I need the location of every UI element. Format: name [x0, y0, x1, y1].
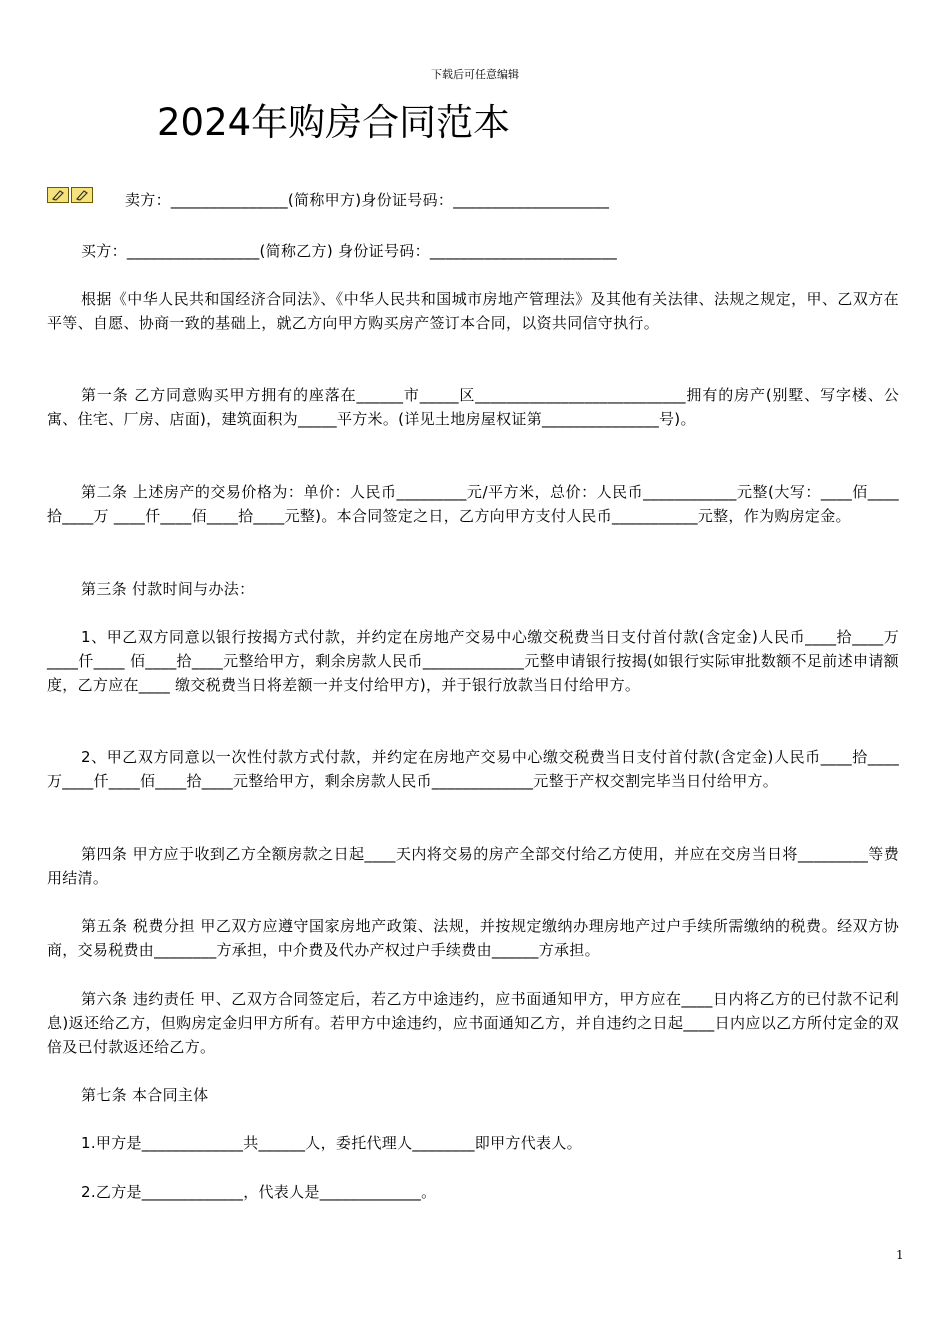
article-3-clause-2: 2、甲乙双方同意以一次性付款方式付款，并约定在房地产交易中心缴交税费当日支付首付款(含定金)人民币____拾____万____仟____佰____拾____元整给甲方，剩余房款人民币_____________元整于产权交割完毕当日付给甲方。 — [47, 748, 899, 790]
buyer-line: 买方：_________________(简称乙方) 身份证号码：________________________ — [81, 242, 618, 260]
article-1-paragraph: 第一条 乙方同意购买甲方拥有的座落在______市_____区___________________________拥有的房产(别墅、写字楼、公寓、住宅、厂房、店面)，建筑面积为_____平方米。(详见土地房屋权证第_______________号)。 — [47, 386, 899, 428]
article-7-item-1: 1.甲方是_____________共______人，委托代理人________即甲方代表人。 — [81, 1134, 582, 1152]
preamble-paragraph: 根据《中华人民共和国经济合同法》、《中华人民共和国城市房地产管理法》及其他有关法律、法规之规定，甲、乙双方在平等、自愿、协商一致的基础上，就乙方向甲方购买房产签订本合同，以资共同信守执行。 — [47, 290, 899, 332]
document-edit-icon[interactable] — [71, 187, 93, 203]
toolbar-icons — [47, 187, 93, 203]
article-4-paragraph: 第四条 甲方应于收到乙方全额房款之日起____天内将交易的房产全部交付给乙方使用，并应在交房当日将_________等费用结清。 — [47, 845, 899, 887]
article-7-heading: 第七条 本合同主体 — [81, 1086, 209, 1104]
article-3-heading: 第三条 付款时间与办法： — [81, 580, 255, 598]
article-2-paragraph: 第二条 上述房产的交易价格为：单价：人民币_________元/平方米，总价：人民币____________元整(大写：____佰____拾____万 ____仟____佰____拾____元整)。本合同签定之日，乙方向甲方支付人民币___________元整，作为购房定金。 — [47, 483, 899, 525]
document-edit-icon[interactable] — [47, 187, 69, 203]
article-3-clause-1: 1、甲乙双方同意以银行按揭方式付款，并约定在房地产交易中心缴交税费当日支付首付款(含定金)人民币____拾____万____仟____ 佰____拾____元整给甲方，剩余房款人民币_____________元整申请银行按揭(如银行实际审批数额不足前述申请额度，乙方应在____ 缴交税费当日将差额一并支付给甲方)，并于银行放款当日付给甲方。 — [47, 628, 899, 694]
page-number: 1 — [896, 1248, 904, 1262]
document-title: 2024年购房合同范本 — [157, 101, 511, 144]
article-6-paragraph: 第六条 违约责任 甲、乙双方合同签定后，若乙方中途违约，应书面通知甲方，甲方应在____日内将乙方的已付款不记利息)返还给乙方，但购房定金归甲方所有。若甲方中途违约，应书面通知乙方，并自违约之日起____日内应以乙方所付定金的双倍及已付款返还给乙方。 — [47, 990, 899, 1056]
article-7-item-2: 2.乙方是_____________，代表人是_____________。 — [81, 1183, 437, 1201]
seller-line: 卖方：_______________(简称甲方)身份证号码：____________________ — [125, 191, 610, 209]
header-note: 下载后可任意编辑 — [431, 68, 519, 81]
article-5-paragraph: 第五条 税费分担 甲乙双方应遵守国家房地产政策、法规，并按规定缴纳办理房地产过户手续所需缴纳的税费。经双方协商，交易税费由________方承担，中介费及代办产权过户手续费由______方承担。 — [47, 917, 899, 959]
